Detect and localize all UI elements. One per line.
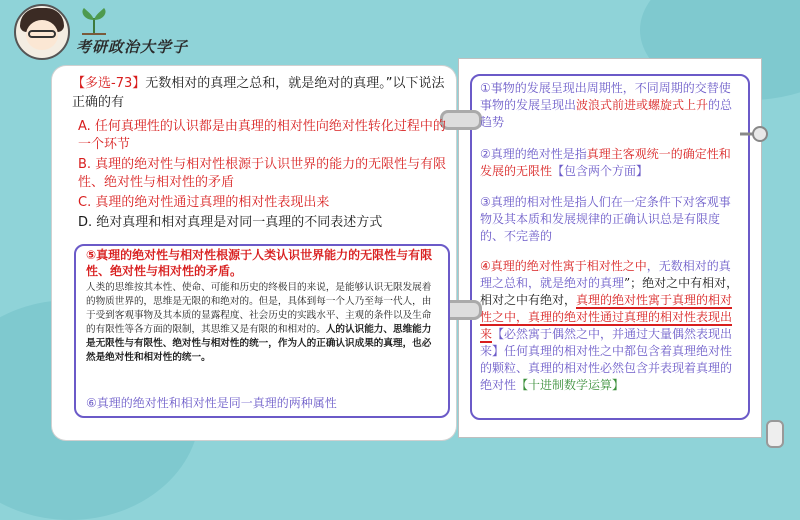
note-1: ①事物的发展呈现出周期性，不同周期的交替使事物的发展呈现出波浪式前进或螺旋式上升的总趋势 [480,81,733,129]
brand-name: 考研政治大学子 [76,38,189,56]
analysis-point-5-bold: 人的认识能力、思维能力是无限性与有限性、绝对性与相对性的统一，作为人的正确认识成果的真理，也必然是绝对性和相对性的统一。 [86,324,432,363]
option-d[interactable]: D. 绝对真理和相对真理是对同一真理的不同表述方式 [78,215,383,230]
binder-spring-icon [766,420,784,448]
analysis-point-6: ⑥真理的绝对性和相对性是同一真理的两种属性 [86,396,337,410]
question-stem [72,74,452,112]
analysis-point-5-body [86,281,438,365]
analysis-point-5-title: ⑤真理的绝对性与相对性根源于人类认识世界能力的无限性与有限性、绝对性与相对性的矛盾。 [86,248,433,278]
option-b[interactable]: B. 真理的绝对性与相对性根源于认识世界的能力的无限性与有限性、绝对性与相对性的矛盾 [78,157,447,190]
question-text: 无数相对的真理之总和，就是绝对的真理。”以下说法正确的有 [72,76,445,110]
question-tag: 【多选-73】 [72,76,146,91]
option-c[interactable]: C. 真理的绝对性通过真理的相对性表现出来 [78,195,330,210]
analysis-point-5-text: 人类的思维按其本性、使命、可能和历史的终极目的来说，是能够认识无限发展着的物质世界的，思维是无限的和绝对的。但是，具体到每一个人乃至每一代人，由于受到客观事物及其本质的显露程度、社会历史的实践水平、主观的条件以及生命的有限性等各方面的限制，其思维又是有限的和相对的。 [86,282,432,335]
pin-icon [738,122,768,146]
note-2: ②真理的绝对性是指真理主客观统一的确定性和发展的无限性【包含两个方面】 [480,147,731,178]
option-a[interactable]: A. 任何真理性的认识都是由真理的相对性向绝对性转化过程中的一个环节 [78,119,446,152]
avatar [14,4,70,60]
note-4: ④真理的绝对性寓于相对性之中，无数相对的真理之总和，就是绝对的真理”；绝对之中有相对，相对之中有绝对，真理的绝对性寓于真理的相对性之中，真理的绝对性通过真理的相对性表现出来【必然寓于偶然之中，并通过大量偶然表现出来】任何真理的相对性之中都包含着真理绝对性的颗粒、真理的相对性必然包含并表现着真理的绝对性【十进制数学运算】 [480,259,739,392]
tree-logo-icon [74,6,114,36]
note-3: ③真理的相对性是指人们在一定条件下对客观事物及其本质和发展规律的正确认识总是有限度的、不完善的 [480,195,731,243]
